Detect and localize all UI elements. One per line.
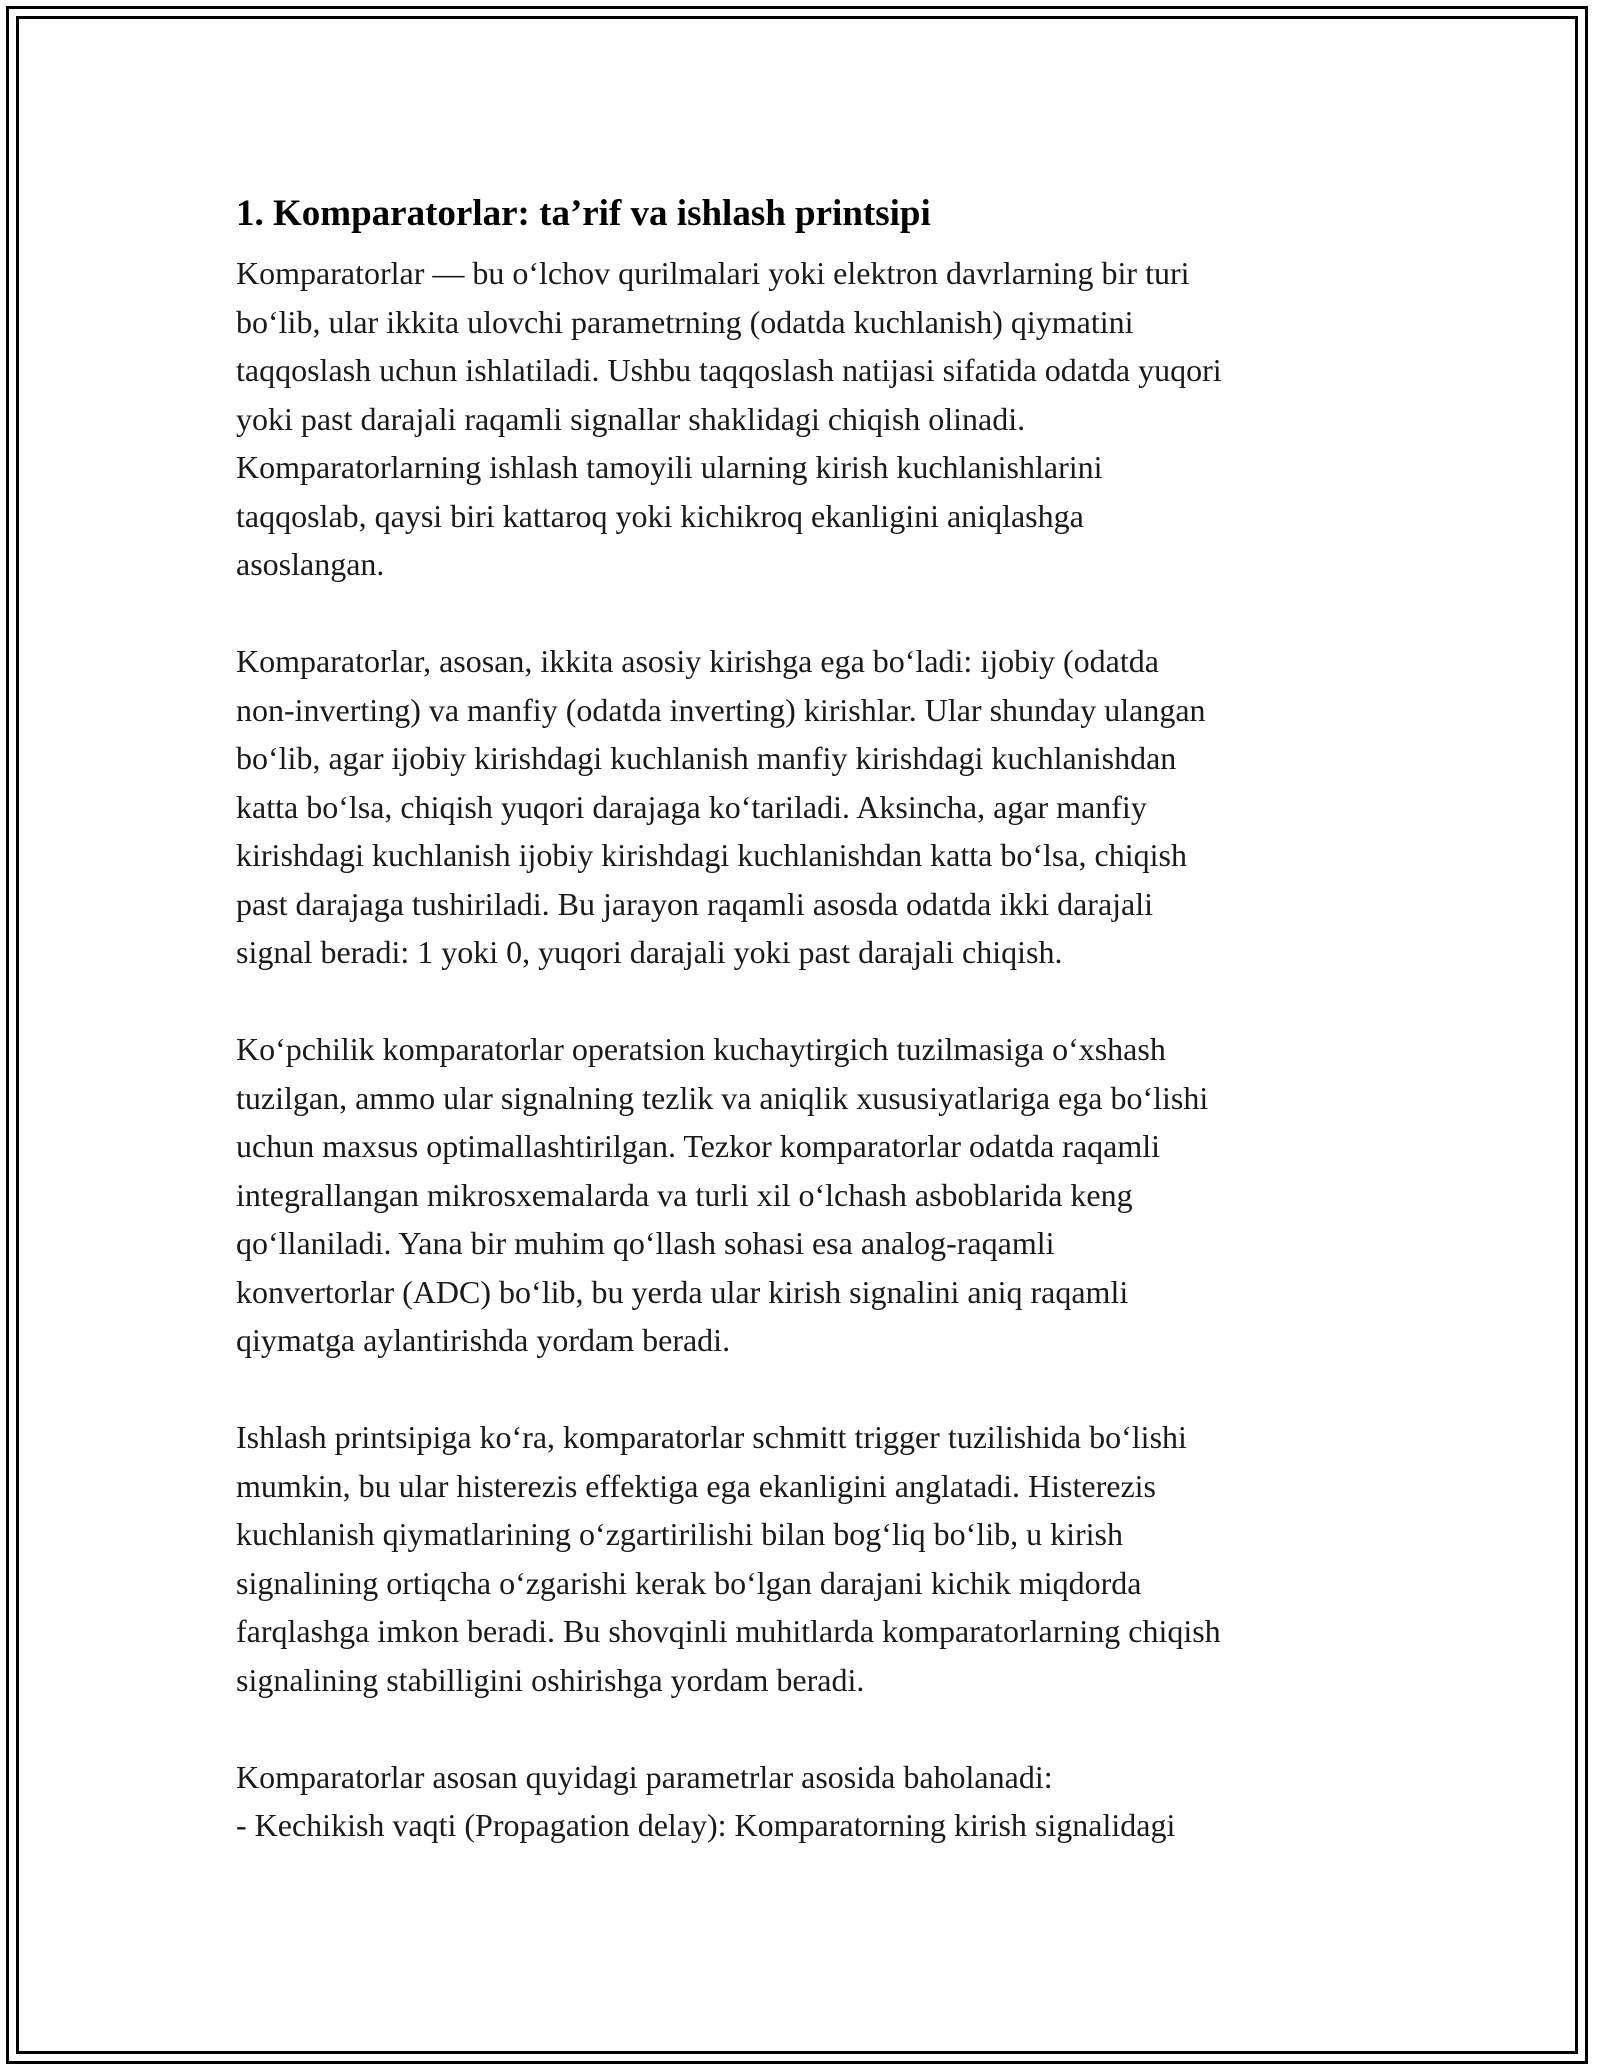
text-line: taqqoslash uchun ishlatiladi. Ushbu taqqoslash natijasi sifatida odatda yuqori (236, 352, 1222, 388)
text-line: signalining stabilligini oshirishga yordam beradi. (236, 1661, 865, 1698)
text-line: bo‘lib, agar ijobiy kirishdagi kuchlanish manfiy kirishdagi kuchlanishdan (236, 740, 1177, 776)
paragraph-hysteresis (236, 1413, 1376, 1704)
text-line: bo‘lib, ular ikkita ulovchi parametrning (odatda kuchlanish) qiymatini (236, 303, 1134, 340)
text-line: farqlashga imkon beradi. Bu shovqinli muhitlarda komparatorlarning chiqish (236, 1613, 1221, 1649)
paragraph-parameters (236, 1753, 1376, 1850)
text-line: katta bo‘lsa, chiqish yuqori darajaga ko‘tariladi. Aksincha, agar manfiy (236, 788, 1147, 825)
paragraph-applications (236, 1025, 1376, 1365)
text-line: Komparatorlar — bu o‘lchov qurilmalari yoki elektron davrlarning bir turi (236, 255, 1190, 291)
paragraph-inputs (236, 637, 1376, 977)
text-line: signalining ortiqcha o‘zgarishi kerak bo‘lgan darajani kichik miqdorda (236, 1564, 1142, 1601)
text-line: taqqoslab, qaysi biri kattaroq yoki kichikroq ekanligini aniqlashga (236, 497, 1084, 534)
section-heading: 1. Komparatorlar: ta’rif va ishlash printsipi (236, 193, 931, 234)
text-line: kuchlanish qiymatlarining o‘zgartirilishi bilan bog‘liq bo‘lib, u kirish (236, 1516, 1123, 1552)
text-line: integrallangan mikrosxemalarda va turli xil o‘lchash asboblarida keng (236, 1176, 1133, 1213)
text-line: konvertorlar (ADC) bo‘lib, bu yerda ular kirish signalini aniq raqamli (236, 1273, 1129, 1310)
text-line: non-inverting) va manfiy (odatda inverting) kirishlar. Ular shunday ulangan (236, 691, 1206, 728)
text-line: Komparatorlar, asosan, ikkita asosiy kirishga ega bo‘ladi: ijobiy (odatda (236, 643, 1159, 679)
text-line: uchun maxsus optimallashtirilgan. Tezkor komparatorlar odatda raqamli (236, 1128, 1161, 1164)
text-line: Komparatorlarning ishlash tamoyili ularning kirish kuchlanishlarini (236, 449, 1103, 485)
text-line: qiymatga aylantirishda yordam beradi. (236, 1322, 731, 1358)
text-line: tuzilgan, ammo ular signalning tezlik va aniqlik xususiyatlariga ega bo‘lishi (236, 1079, 1209, 1116)
list-item: - Kechikish vaqti (Propagation delay): Komparatorning kirish signalidagi (236, 1807, 1176, 1843)
text-line: asoslangan. (236, 546, 385, 582)
text-line: Ko‘pchilik komparatorlar operatsion kuchaytirgich tuzilmasiga o‘xshash (236, 1031, 1166, 1067)
text-line: yoki past darajali raqamli signallar shaklidagi chiqish olinadi. (236, 400, 1026, 437)
text-line: mumkin, bu ular histerezis effektiga ega ekanligini anglatadi. Histerezis (236, 1467, 1156, 1504)
text-line: Komparatorlar asosan quyidagi parametrlar asosida baholanadi: (236, 1758, 1053, 1795)
text-line: Ishlash printsipiga ko‘ra, komparatorlar schmitt trigger tuzilishida bo‘lishi (236, 1419, 1187, 1455)
text-line: kirishdagi kuchlanish ijobiy kirishdagi kuchlanishdan katta bo‘lsa, chiqish (236, 837, 1187, 873)
text-line: past darajaga tushiriladi. Bu jarayon raqamli asosda odatda ikki darajali (236, 885, 1154, 922)
paragraph-definition (236, 249, 1376, 589)
text-line: signal beradi: 1 yoki 0, yuqori darajali yoki past darajali chiqish. (236, 934, 1063, 970)
text-line: qo‘llaniladi. Yana bir muhim qo‘llash sohasi esa analog-raqamli (236, 1225, 1055, 1261)
document-body (236, 187, 1376, 1850)
